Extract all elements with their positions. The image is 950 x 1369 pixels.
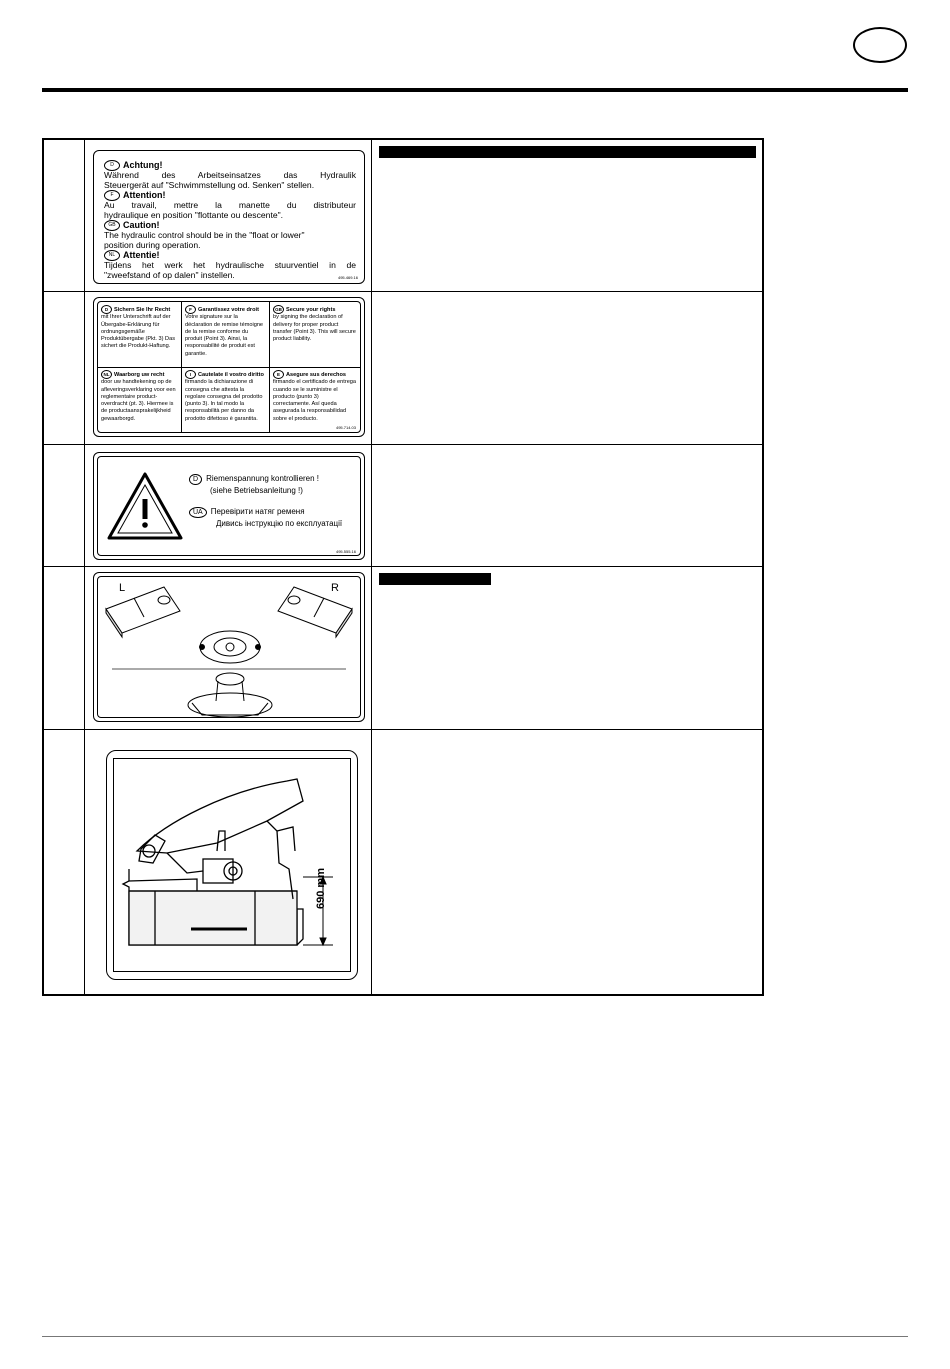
- label-text: by signing the declaration of delivery for proper product transfer (Point 3). This will secure product liability.: [273, 314, 356, 343]
- label-text: Tijdens het werk het hydraulische stuurventiel in de: [104, 260, 356, 270]
- row-divider: [44, 566, 762, 567]
- column-divider: [84, 140, 85, 994]
- lang-tag: I: [185, 370, 196, 379]
- label-text: door uw handtekening op de afleveringsverklaring voor een reglementaire product-overdracht (pt. 3). Hiermee is de productaansprakelijkheid gewaarborgd.: [101, 379, 176, 422]
- label-heading: Waarborg uw recht: [114, 371, 165, 378]
- column-divider: [371, 140, 372, 994]
- label-cell: [270, 368, 360, 426]
- mower-height-diagram: [107, 751, 359, 981]
- label-text: Während des Arbeitseinsatzes das Hydraulik: [104, 170, 356, 180]
- label-text: position during operation.: [104, 240, 201, 250]
- label-cell: [182, 303, 269, 367]
- label-text: Дивись інструкцію по експлуатації: [216, 519, 343, 528]
- label-cell: [182, 368, 269, 433]
- part-number: 495.714.03: [335, 425, 356, 430]
- label-heading: Garantissez votre droit: [198, 306, 259, 313]
- row-divider: [44, 729, 762, 730]
- lang-tag: F: [185, 305, 196, 314]
- label-text: Steuergerät auf "Schwimmstellung od. Senken" stellen.: [104, 180, 315, 190]
- label-text: (siehe Betriebsanleitung !): [210, 486, 303, 495]
- row-divider: [44, 291, 762, 292]
- sticker-table: [42, 138, 764, 996]
- height-dimension-text: 690 mm: [315, 868, 327, 909]
- lang-tag: NL: [104, 250, 120, 261]
- lang-tag: UA: [189, 507, 207, 518]
- belt-text-ua: [189, 506, 342, 529]
- label-heading: Attention!: [123, 190, 166, 200]
- label-text: mit Ihrer Unterschrift auf der Übergabe-Erklärung für ordnungsgemäße Produktübergabe (Pkt. 3) Das sichert die Produkt-Haftung.: [101, 314, 175, 350]
- label-heading: Sichern Sie Ihr Recht: [114, 306, 171, 313]
- description-bar: [379, 573, 491, 585]
- product-liability-label: [93, 297, 365, 437]
- label-heading: Secure your rights: [286, 306, 336, 313]
- lang-tag: GB: [273, 305, 284, 314]
- right-blade-label: R: [331, 582, 339, 594]
- label-text: Перевірити натяг ременя: [210, 507, 305, 516]
- label-cell: [270, 303, 360, 367]
- label-text: "zweefstand of op dalen" instellen.: [104, 270, 235, 280]
- left-blade-label: L: [119, 582, 126, 594]
- lang-tag: NL: [101, 370, 112, 379]
- part-number: 495.555.16: [335, 549, 356, 554]
- lang-tag: F: [104, 190, 120, 201]
- language-badge: [853, 27, 907, 63]
- label-text: hydraulique en position "flottante ou descente".: [104, 210, 284, 220]
- label-cell: [98, 368, 181, 433]
- description-bar: [379, 146, 756, 158]
- label-heading: Cautelate il vostro diritto: [198, 371, 264, 378]
- row-divider: [44, 444, 762, 445]
- label-text: firmando la dichiarazione di consegna che attesta la regolare consegna del prodotto (punto 3). In tal modo la responsabilità per danno da prodotto difettoso è garantita.: [185, 379, 263, 422]
- label-heading: Achtung!: [123, 160, 163, 170]
- label-text: Riemenspannung kontrollieren !: [206, 474, 320, 483]
- footer-rule: [42, 1336, 908, 1337]
- belt-text-de: [189, 473, 319, 496]
- label-text: firmando el certificado de entrega cuando se le suministre el producto (punto 3) correctamente. Así queda asegurada la responsabilidad sobre el producto.: [273, 379, 357, 422]
- warning-triangle-icon: [106, 471, 184, 541]
- belt-tension-label: [93, 452, 365, 560]
- lang-tag: E: [273, 370, 284, 379]
- label-heading: Caution!: [123, 220, 160, 230]
- part-number: 495.469.16: [337, 275, 358, 280]
- label-text: Au travail, mettre la manette du distributeur: [104, 200, 356, 210]
- lang-tag: D: [189, 474, 202, 485]
- label-heading: Attentie!: [123, 250, 160, 260]
- lang-tag: D: [104, 160, 120, 171]
- label-heading: Asegure sus derechos: [286, 371, 347, 378]
- height-dimension-label: [106, 750, 358, 980]
- lang-tag: GB: [104, 220, 120, 231]
- label-cell: [98, 303, 181, 367]
- blade-diagram: [94, 573, 366, 723]
- blade-mounting-label: [93, 572, 365, 722]
- label-text: Votre signature sur la déclaration de remise témoigne de la remise conforme du produit (Point 3). Ainsi, la responsabilité de produit est garantie.: [185, 314, 264, 357]
- header-rule: [42, 88, 908, 92]
- hydraulic-warning-label: [93, 150, 365, 284]
- lang-tag: D: [101, 305, 112, 314]
- label-text: The hydraulic control should be in the "float or lower": [104, 230, 305, 240]
